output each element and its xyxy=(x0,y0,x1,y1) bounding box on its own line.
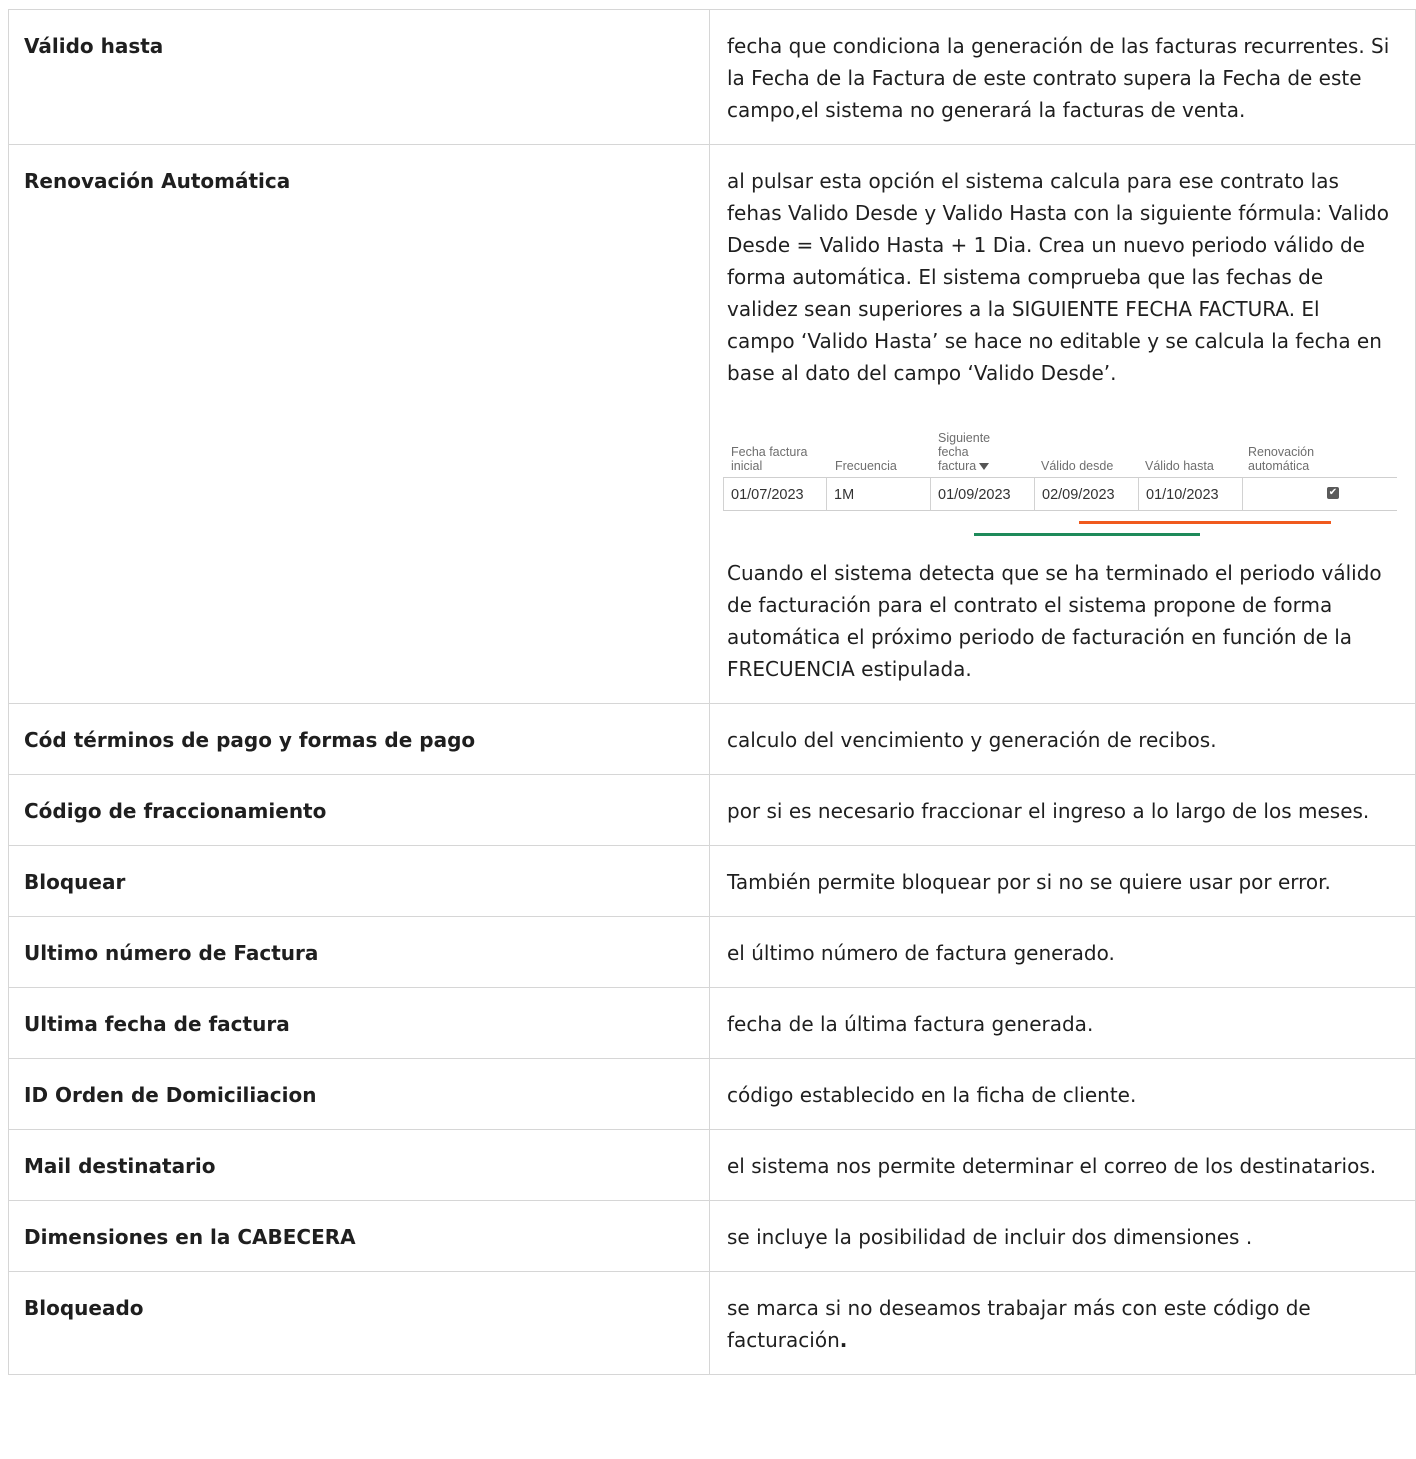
column-header: Renovación automática xyxy=(1248,445,1315,473)
table-cell: 01/10/2023 xyxy=(1139,477,1243,511)
field-label: ID Orden de Domiciliacion xyxy=(24,1083,317,1107)
field-desc-cell xyxy=(710,1130,1416,1201)
field-description xyxy=(710,1272,1415,1374)
field-desc-cell xyxy=(710,1201,1416,1272)
table-row xyxy=(9,775,1416,846)
field-description: el último número de factura generado. xyxy=(727,941,1115,965)
field-description-continued: Cuando el sistema detecta que se ha terminado el periodo válido de facturación para el contrato el sistema propone de forma automática el próximo periodo de facturación en función de la FRECUENCIA estipulada. xyxy=(727,561,1382,681)
field-label-cell xyxy=(9,988,710,1059)
column-header: Válido desde xyxy=(1041,459,1114,473)
column-header: Válido hasta xyxy=(1145,459,1214,473)
field-label-cell xyxy=(9,704,710,775)
field-description: fecha que condiciona la generación de las facturas recurrentes. Si la Fecha de la Factura de este contrato supera la Fecha de este campo,el sistema no generará la facturas de venta. xyxy=(727,34,1390,122)
field-label: Bloquear xyxy=(24,870,126,894)
table-cell: 1M xyxy=(827,477,931,511)
table-cell xyxy=(1243,477,1397,511)
field-desc-cell xyxy=(710,1059,1416,1130)
field-label-cell xyxy=(9,1059,710,1130)
field-label: Renovación Automática xyxy=(24,169,291,193)
field-desc-cell xyxy=(710,10,1416,145)
table-row xyxy=(9,10,1416,145)
fields-table xyxy=(8,9,1416,1375)
column-header: Fecha factura inicial xyxy=(731,445,808,473)
checkbox-icon: ✔ xyxy=(1328,487,1338,498)
column-header: Frecuencia xyxy=(835,459,897,473)
field-desc-cell xyxy=(710,988,1416,1059)
field-description: calculo del vencimiento y generación de recibos. xyxy=(727,728,1217,752)
field-desc-cell xyxy=(710,1272,1416,1375)
table-row xyxy=(9,1272,1416,1375)
field-label: Código de fraccionamiento xyxy=(24,799,327,823)
field-label-cell xyxy=(9,10,710,145)
field-description: código establecido en la ficha de cliente. xyxy=(727,1083,1137,1107)
field-desc-cell xyxy=(710,846,1416,917)
field-description: se incluye la posibilidad de incluir dos dimensiones . xyxy=(727,1225,1253,1249)
field-description-period: . xyxy=(839,1328,848,1352)
filter-icon xyxy=(979,463,989,470)
field-description: fecha de la última factura generada. xyxy=(727,1012,1094,1036)
field-label-cell xyxy=(9,1272,710,1375)
field-description: También permite bloquear por si no se quiere usar por error. xyxy=(727,870,1331,894)
table-row xyxy=(9,1059,1416,1130)
field-label: Bloqueado xyxy=(24,1296,144,1320)
field-label-cell xyxy=(9,917,710,988)
table-row xyxy=(9,988,1416,1059)
field-desc-cell xyxy=(710,917,1416,988)
field-label-cell xyxy=(9,145,710,704)
field-desc-cell xyxy=(710,145,1416,704)
field-label-cell xyxy=(9,1130,710,1201)
table-row xyxy=(9,145,1416,704)
table-row xyxy=(9,917,1416,988)
example-screenshot xyxy=(727,407,1397,539)
field-description-text: se marca si no deseamos trabajar más con este código de facturación xyxy=(727,1296,1311,1352)
table-cell: 01/09/2023 xyxy=(931,477,1035,511)
table-row xyxy=(9,1201,1416,1272)
column-header-text: Siguiente fecha factura xyxy=(938,431,991,473)
table-cell: 01/07/2023 xyxy=(723,477,827,511)
field-label-cell xyxy=(9,846,710,917)
field-desc-cell xyxy=(710,704,1416,775)
table-row xyxy=(9,846,1416,917)
field-label: Mail destinatario xyxy=(24,1154,216,1178)
field-label-cell xyxy=(9,1201,710,1272)
field-description: el sistema nos permite determinar el correo de los destinatarios. xyxy=(727,1154,1377,1178)
field-description: al pulsar esta opción el sistema calcula para ese contrato las fehas Valido Desde y Valido Hasta con la siguiente fórmula: Valido Desde = Valido Hasta + 1 Dia. Crea un nuevo periodo válido de forma automática. El sistema comprueba que las fechas de validez sean superiores a la SIGUIENTE FECHA FACTURA. El campo ‘Valido Hasta’ se hace no editable y se calcula la fecha en base al dato del campo ‘Valido Desde’. xyxy=(727,169,1389,385)
field-label: Válido hasta xyxy=(24,34,164,58)
table-row xyxy=(9,1130,1416,1201)
field-label: Cód términos de pago y formas de pago xyxy=(24,728,476,752)
field-label: Dimensiones en la CABECERA xyxy=(24,1225,356,1249)
column-header xyxy=(938,431,1008,473)
green-underline xyxy=(974,533,1200,536)
field-label: Ultimo número de Factura xyxy=(24,941,319,965)
field-label-cell xyxy=(9,775,710,846)
orange-underline xyxy=(1079,521,1331,524)
field-label: Ultima fecha de factura xyxy=(24,1012,290,1036)
table-cell: 02/09/2023 xyxy=(1035,477,1139,511)
field-description: por si es necesario fraccionar el ingreso a lo largo de los meses. xyxy=(727,799,1370,823)
field-desc-cell xyxy=(710,775,1416,846)
table-row xyxy=(9,704,1416,775)
